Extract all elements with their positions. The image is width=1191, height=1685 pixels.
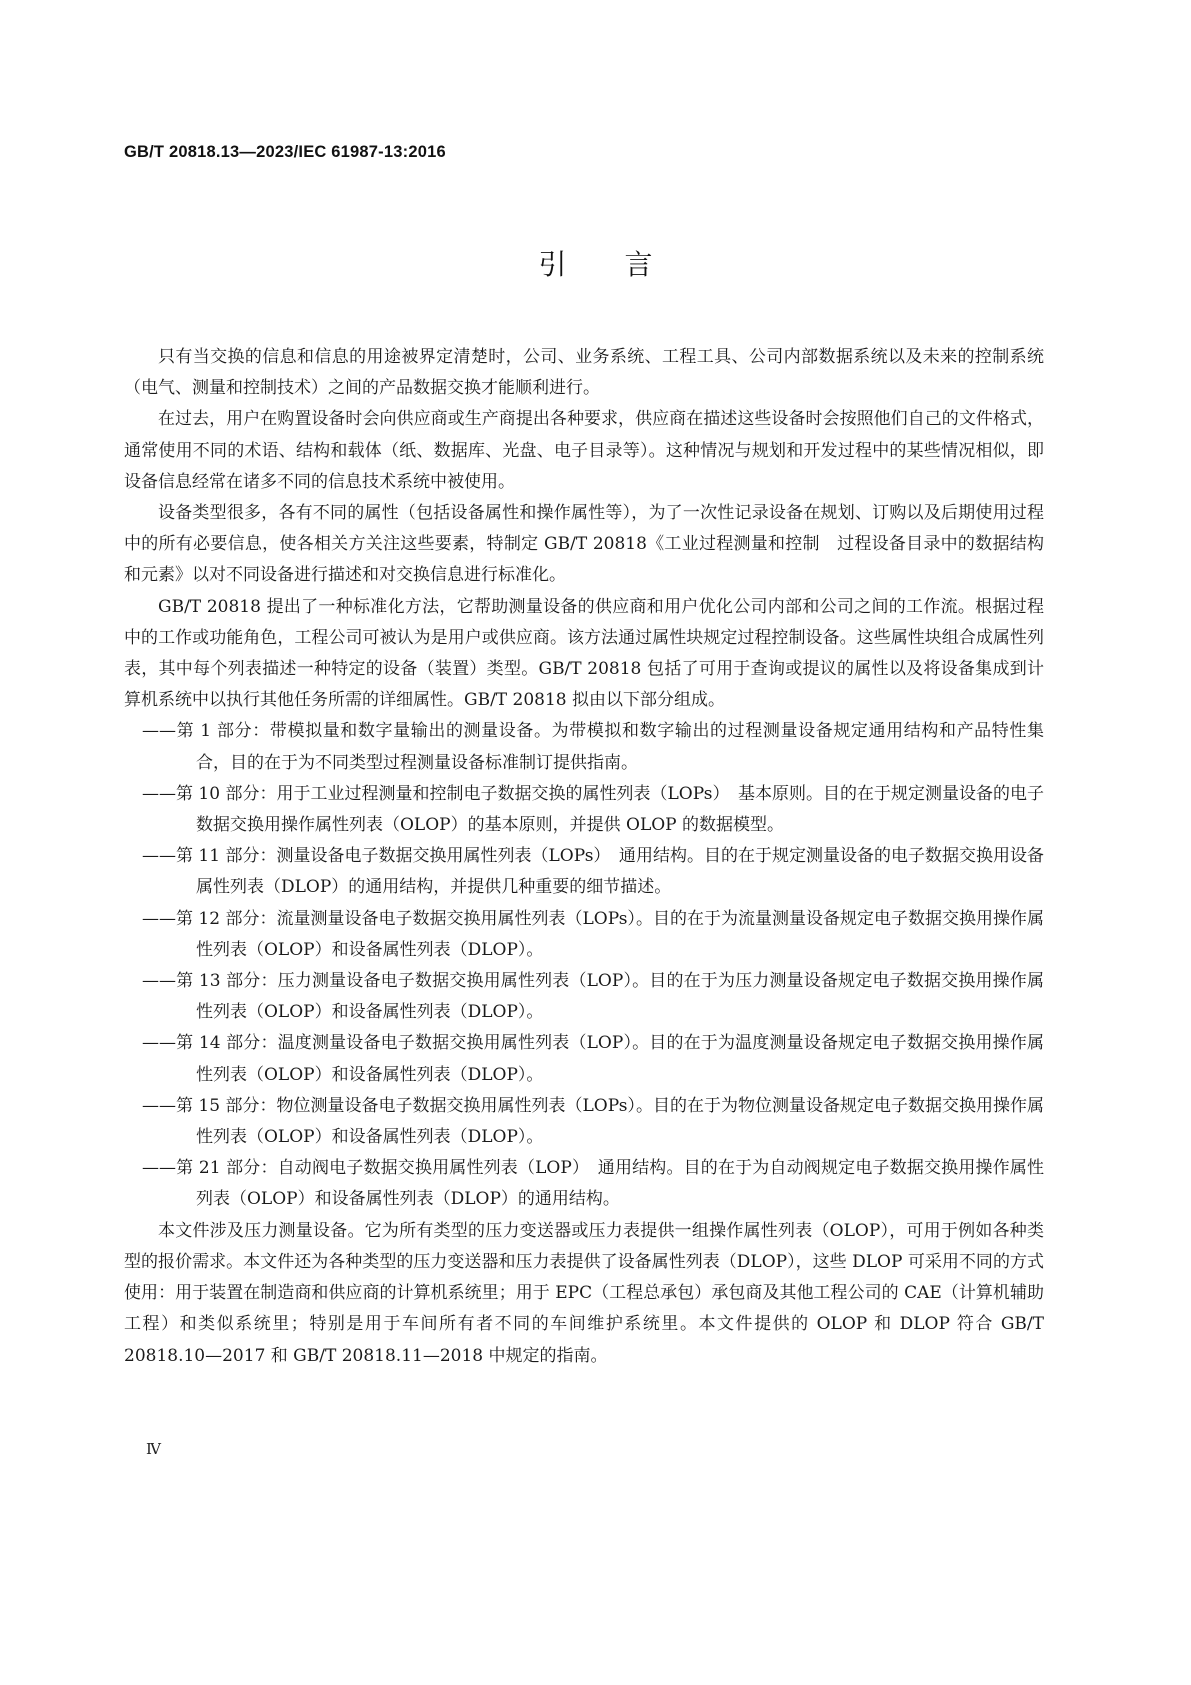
list-item xyxy=(124,966,1044,1028)
section-title: 引言 xyxy=(538,248,711,281)
introduction-body xyxy=(124,342,1044,1372)
list-item xyxy=(124,1153,1044,1215)
list-item xyxy=(124,716,1044,778)
list-item-text: 第 12 部分：流量测量设备电子数据交换用属性列表（LOPs）。目的在于为流量测量设备规定电子数据交换用操作属性列表（OLOP）和设备属性列表（DLOP）。 xyxy=(176,908,1044,960)
list-item xyxy=(124,904,1044,966)
list-dash: —— xyxy=(142,846,176,867)
list-dash: —— xyxy=(142,721,176,742)
standard-number-header: GB/T 20818.13—2023/IEC 61987-13:2016 xyxy=(124,143,446,161)
list-item-text: 第 1 部分：带模拟量和数字量输出的测量设备。为带模拟和数字输出的过程测量设备规定通用结构和产品特性集合，目的在于为不同类型过程测量设备标准制订提供指南。 xyxy=(176,721,1044,773)
list-item-text: 第 10 部分：用于工业过程测量和控制电子数据交换的属性列表（LOPs） 基本原则。目的在于规定测量设备的电子数据交换用操作属性列表（OLOP）的基本原则，并提供 OLOP 的数据模型。 xyxy=(176,783,1044,836)
list-item-text: 第 21 部分：自动阀电子数据交换用属性列表（LOP） 通用结构。目的在于为自动阀规定电子数据交换用操作属性列表（OLOP）和设备属性列表（DLOP）的通用结构。 xyxy=(176,1158,1044,1210)
parts-list xyxy=(124,716,1044,1215)
list-item xyxy=(124,841,1044,903)
list-dash: —— xyxy=(142,1158,176,1179)
list-item-text: 第 11 部分：测量设备电子数据交换用属性列表（LOPs） 通用结构。目的在于规定测量设备的电子数据交换用设备属性列表（DLOP）的通用结构，并提供几种重要的细节描述。 xyxy=(176,846,1044,898)
list-dash: —— xyxy=(142,783,176,804)
list-dash: —— xyxy=(142,1033,176,1054)
paragraph: 只有当交换的信息和信息的用途被界定清楚时，公司、业务系统、工程工具、公司内部数据系统以及未来的控制系统（电气、测量和控制技术）之间的产品数据交换才能顺利进行。 xyxy=(124,347,1044,399)
list-dash: —— xyxy=(142,971,176,992)
paragraph: GB/T 20818 提出了一种标准化方法，它帮助测量设备的供应商和用户优化公司内部和公司之间的工作流。根据过程中的工作或功能角色，工程公司可被认为是用户或供应商。该方法通过属性块规定过程控制设备。这些属性块组合成属性列表，其中每个列表描述一种特定的设备（装置）类型。GB/T 20818 包括了可用于查询或提议的属性以及将设备集成到计算机系统中以执行其他任务所需的详细属性。GB/T 20818 拟由以下部分组成。 xyxy=(124,596,1044,711)
list-item-text: 第 14 部分：温度测量设备电子数据交换用属性列表（LOP）。目的在于为温度测量设备规定电子数据交换用操作属性列表（OLOP）和设备属性列表（DLOP）。 xyxy=(176,1033,1044,1085)
page-number: Ⅳ xyxy=(146,1440,161,1458)
list-item-text: 第 13 部分：压力测量设备电子数据交换用属性列表（LOP）。目的在于为压力测量设备规定电子数据交换用操作属性列表（OLOP）和设备属性列表（DLOP）。 xyxy=(176,971,1044,1023)
list-item xyxy=(124,1091,1044,1153)
paragraph: 在过去，用户在购置设备时会向供应商或生产商提出各种要求，供应商在描述这些设备时会按照他们自己的文件格式，通常使用不同的术语、结构和载体（纸、数据库、光盘、电子目录等）。这种情况与规划和开发过程中的某些情况相似，即设备信息经常在诸多不同的信息技术系统中被使用。 xyxy=(124,409,1044,492)
closing-paragraph: 本文件涉及压力测量设备。它为所有类型的压力变送器或压力表提供一组操作属性列表（OLOP），可用于例如各种类型的报价需求。本文件还为各种类型的压力变送器和压力表提供了设备属性列表（DLOP），这些 DLOP 可采用不同的方式使用：用于装置在制造商和供应商的计算机系统里；用于 EPC（工程总承包）承包商及其他工程公司的 CAE（计算机辅助工程）和类似系统里；特别是用于车间所有者不同的车间维护系统里。本文件提供的 OLOP 和 DLOP 符合 GB/T 20818.10—2017 和 GB/T 20818.11—2018 中规定的指南。 xyxy=(124,1220,1044,1366)
paragraph: 设备类型很多，各有不同的属性（包括设备属性和操作属性等），为了一次性记录设备在规划、订购以及后期使用过程中的所有必要信息，使各相关方关注这些要素，特制定 GB/T 20818《工业过程测量和控制 过程设备目录中的数据结构和元素》以对不同设备进行描述和对交换信息进行标准化。 xyxy=(124,503,1044,586)
list-dash: —— xyxy=(142,1095,176,1116)
list-dash: —— xyxy=(142,908,176,929)
list-item-text: 第 15 部分：物位测量设备电子数据交换用属性列表（LOPs）。目的在于为物位测量设备规定电子数据交换用操作属性列表（OLOP）和设备属性列表（DLOP）。 xyxy=(176,1095,1044,1148)
list-item xyxy=(124,1028,1044,1090)
list-item xyxy=(124,779,1044,841)
